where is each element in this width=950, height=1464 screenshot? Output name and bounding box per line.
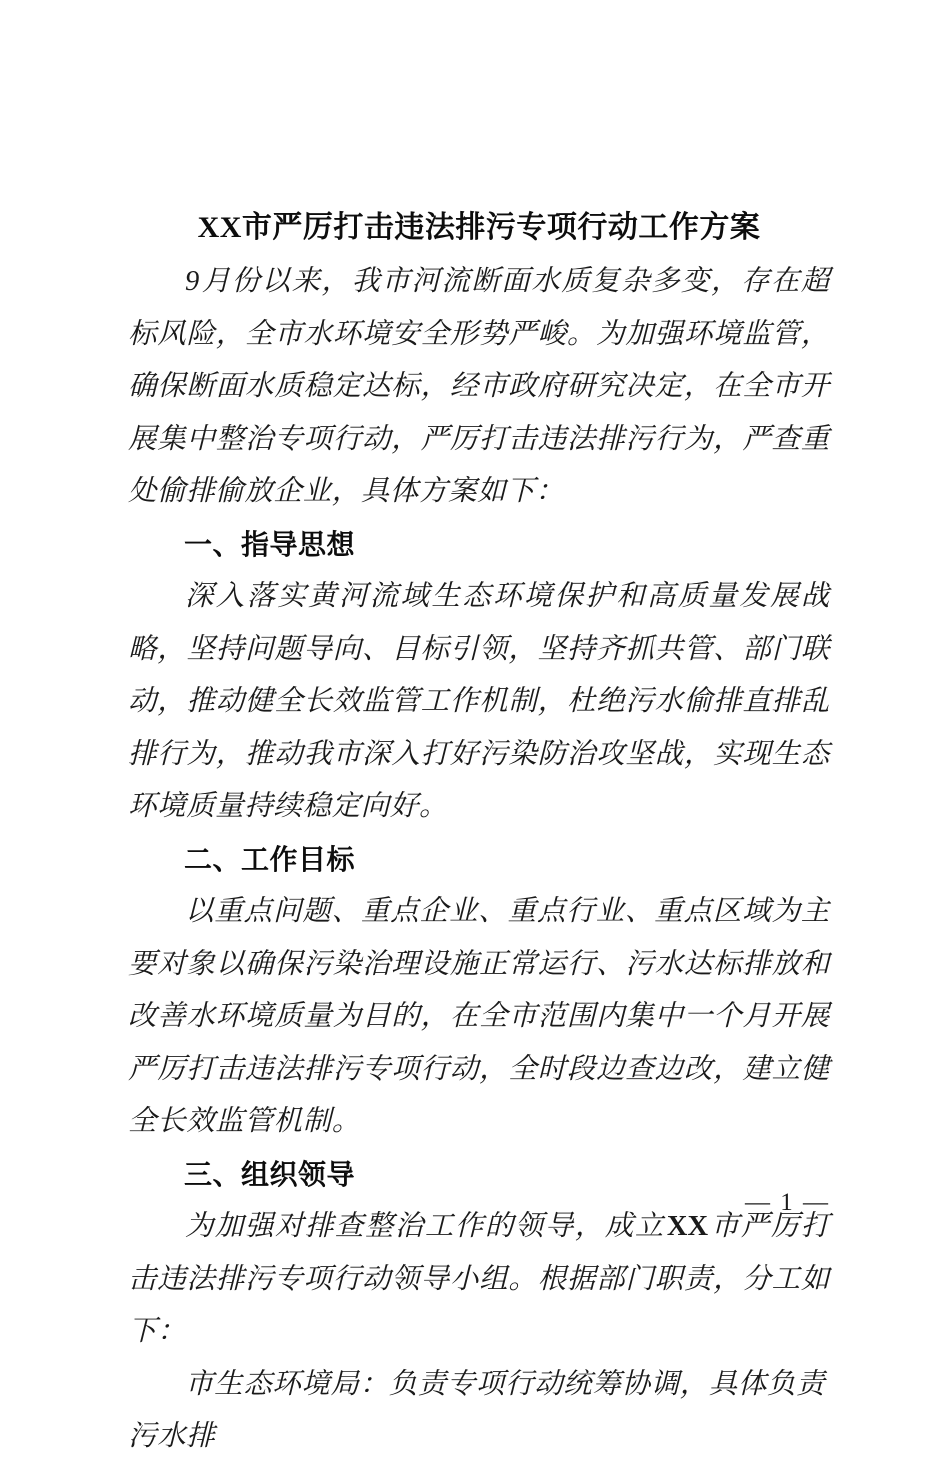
paragraph-guiding-ideology: 深入落实黄河流域生态环境保护和高质量发展战略，坚持问题导向、目标引领，坚持齐抓共管、部门联动，推动健全长效监管工作机制，杜绝污水偷排直排乱排行为，推动我市深入打好污染防治攻坚战，实现生态环境质量持续稳定向好。 xyxy=(128,581,830,822)
paragraph-eco-environment-bureau-duties: 市生态环境局：负责专项行动统筹协调，具体负责污水排 xyxy=(128,1368,826,1452)
section-heading-organizational-leadership: 三、组织领导 xyxy=(184,1158,356,1190)
paragraph-intro: 9月份以来，我市河流断面水质复杂多变，存在超标风险，全市水环境安全形势严峻。为加强环境监管，确保断面水质稳定达标，经市政府研究决定，在全市开展集中整治专项行动，严厉打击违法排污行为，严查重处偷排偷放企业，具体方案如下： xyxy=(128,266,830,507)
section-heading-work-objectives: 二、工作目标 xyxy=(184,843,356,875)
document-body xyxy=(128,206,830,1464)
paragraph-organizational-leadership: 为加强对排查整治工作的领导，成立XX市严厉打击违法排污专项行动领导小组。根据部门职责，分工如下： xyxy=(128,1211,830,1347)
page-title: XX市严厉打击违法排污专项行动工作方案 xyxy=(197,211,761,244)
page-number-footer: — 1 — xyxy=(745,1189,830,1216)
section-heading-guiding-ideology: 一、指导思想 xyxy=(184,528,356,560)
paragraph-work-objectives: 以重点问题、重点企业、重点行业、重点区域为主要对象以确保污染治理设施正常运行、污水达标排放和改善水环境质量为目的，在全市范围内集中一个月开展严厉打击违法排污专项行动，全时段边查边改，建立健全长效监管机制。 xyxy=(128,896,830,1137)
